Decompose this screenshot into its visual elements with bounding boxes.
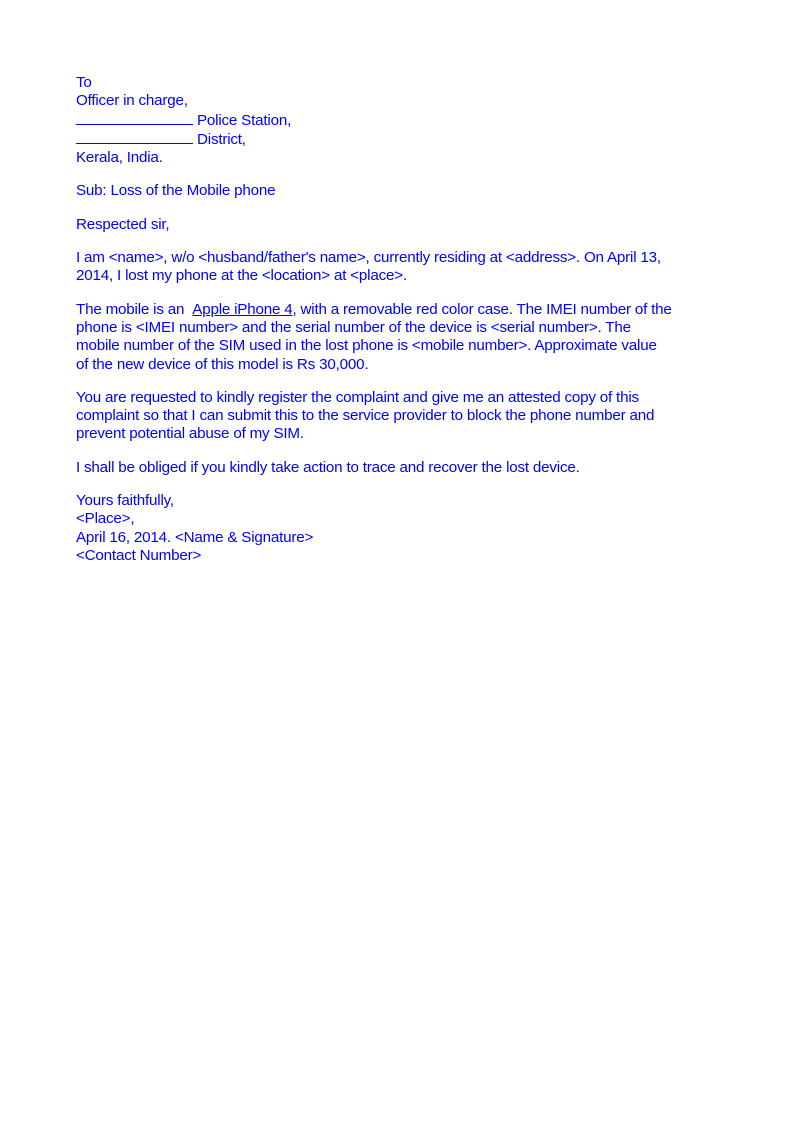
paragraph-1-line: I am <name>, w/o <husband/father's name>, currently residing at <address>. On April 13, (76, 249, 661, 267)
officer-line: Officer in charge, (76, 92, 188, 110)
recipient-address (76, 74, 726, 167)
paragraph-2-line: mobile number of the SIM used in the lost phone is <mobile number>. Approximate value (76, 337, 657, 355)
paragraph-4 (76, 459, 726, 477)
paragraph-4-line: I shall be obliged if you kindly take action to trace and recover the lost device. (76, 458, 580, 476)
paragraph-2-line: of the new device of this model is Rs 30,000. (76, 355, 369, 373)
police-station-label: Police Station, (197, 111, 292, 129)
paragraph-2-line: phone is <IMEI number> and the serial number of the device is <serial number>. The (76, 318, 631, 336)
paragraph-2-rest: , with a removable red color case. The IMEI number of the (292, 300, 672, 318)
to-label: To (76, 74, 92, 91)
salutation (76, 216, 726, 234)
date-signature: April 16, 2014. <Name & Signature> (76, 528, 314, 546)
paragraph-2-prefix: The mobile is an (76, 300, 185, 318)
valediction: Yours faithfully, (76, 492, 174, 510)
state-line: Kerala, India. (76, 149, 163, 167)
subject-text: Sub: Loss of the Mobile phone (76, 182, 276, 200)
district-label: District, (197, 130, 246, 148)
apple-iphone-link[interactable]: Apple iPhone 4 (192, 300, 293, 318)
letter-document (76, 74, 726, 580)
district-blank (76, 130, 193, 144)
paragraph-1-line: 2014, I lost my phone at the <location> at <place>. (76, 267, 407, 285)
subject-line (76, 182, 726, 200)
paragraph-3-line: complaint so that I can submit this to the service provider to block the phone number and (76, 407, 655, 425)
district-line (76, 130, 726, 149)
salutation-text: Respected sir, (76, 215, 170, 233)
police-station-line (76, 111, 726, 130)
paragraph-1 (76, 249, 726, 286)
closing-place: <Place>, (76, 510, 135, 528)
paragraph-3 (76, 389, 726, 444)
paragraph-2-line (76, 301, 726, 319)
paragraph-3-line: prevent potential abuse of my SIM. (76, 425, 304, 443)
police-station-blank (76, 111, 193, 125)
contact-number: <Contact Number> (76, 546, 202, 564)
paragraph-3-line: You are requested to kindly register the complaint and give me an attested copy of this (76, 388, 639, 406)
closing-block (76, 492, 726, 565)
paragraph-2 (76, 301, 726, 374)
